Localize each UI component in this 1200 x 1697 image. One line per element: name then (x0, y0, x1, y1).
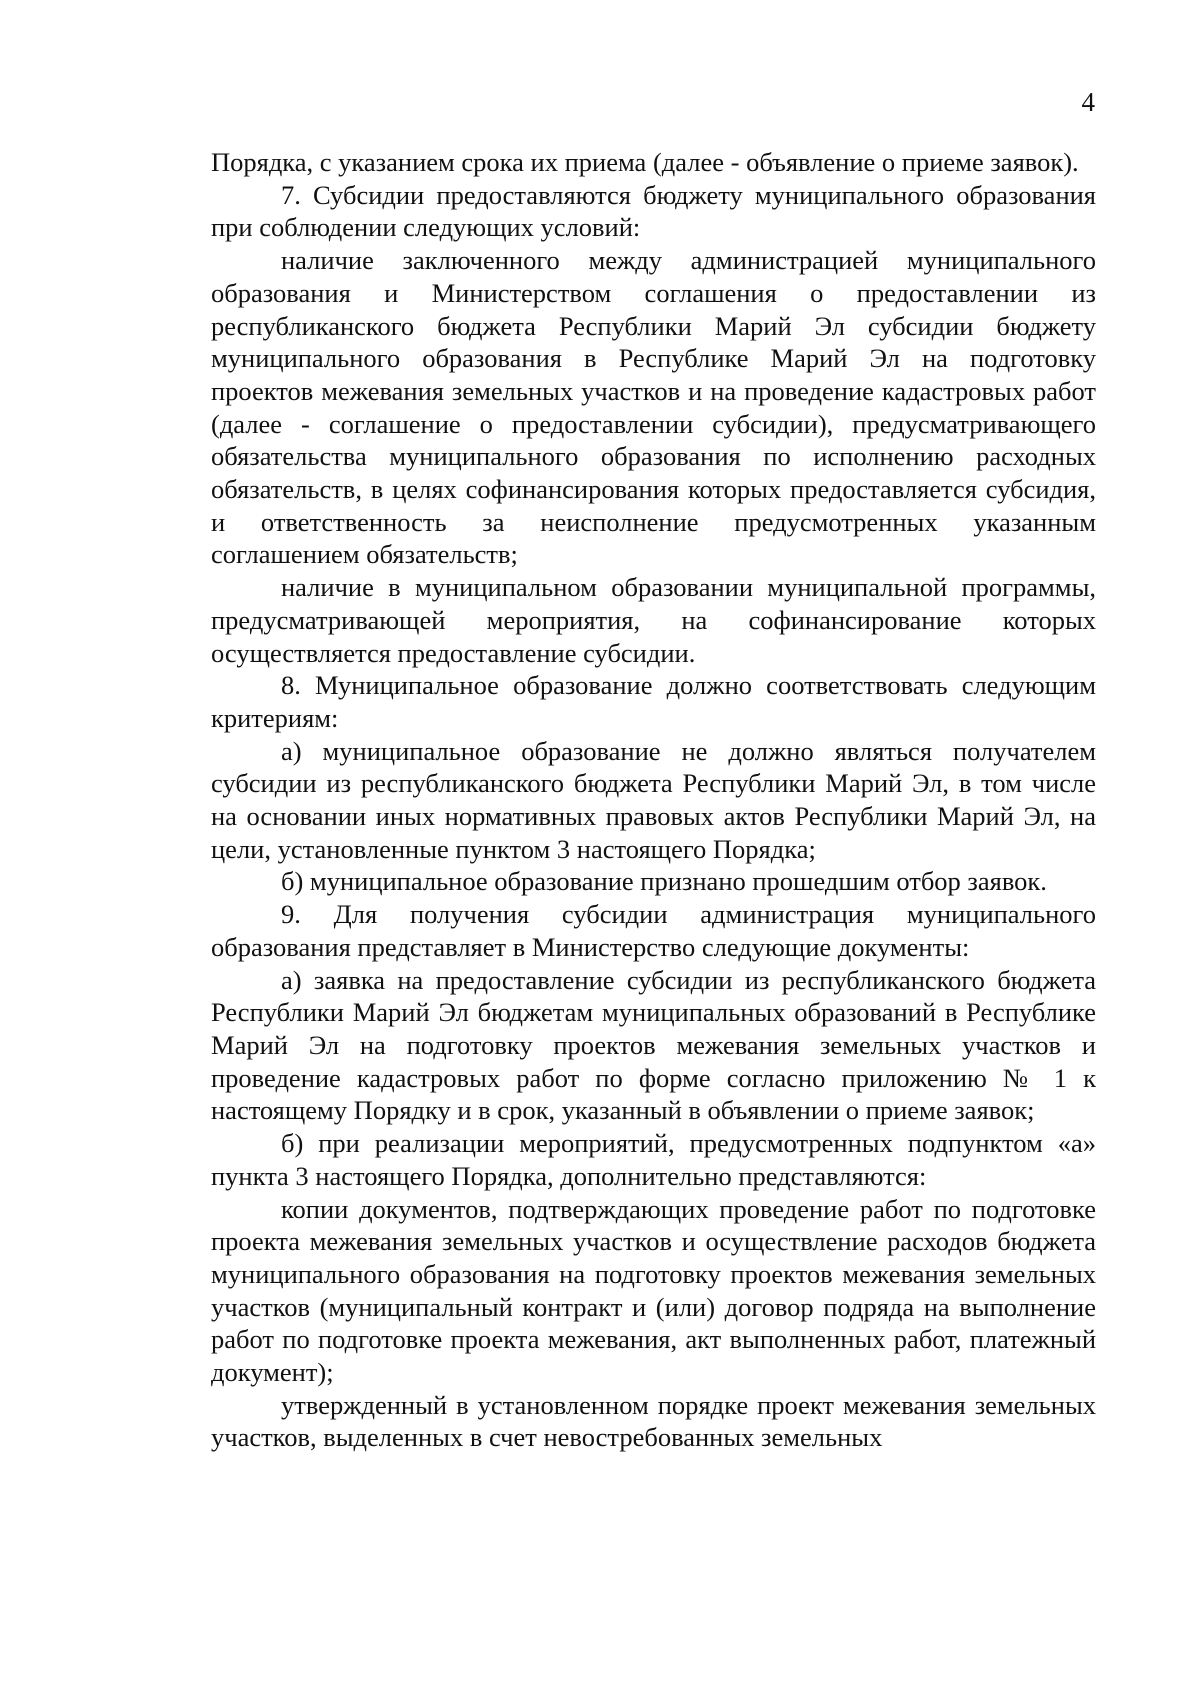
paragraph-10: б) при реализации мероприятий, предусмотренных подпунктом «а» пункта 3 настоящего Порядка, дополнительно представляются: (211, 1128, 1096, 1191)
paragraph-5: 8. Муниципальное образование должно соответствовать следующим критериям: (211, 670, 1096, 733)
paragraph-3: наличие заключенного между администрацией муниципального образования и Министерством соглашения о предоставлении из республиканского бюджета Республики Марий Эл субсидии бюджету муниципального образования в Республике Марий Эл на подготовку проектов межевания земельных участков и на проведение кадастровых работ (далее - соглашение о предоставлении субсидии), предусматривающего обязательства муниципального образования по исполнению расходных обязательств, в целях софинансирования которых предоставляется субсидия, и ответственность за неисполнение предусмотренных указанным соглашением обязательств; (211, 245, 1096, 570)
document-body (211, 146, 1096, 1454)
paragraph-8: 9. Для получения субсидии администрация муниципального образования представляет в Министерство следующие документы: (211, 899, 1096, 962)
paragraph-9: а) заявка на предоставление субсидии из республиканского бюджета Республики Марий Эл бюджетам муниципальных образований в Республике Марий Эл на подготовку проектов межевания земельных участков и проведение кадастровых работ по форме согласно приложению № 1 к настоящему Порядку и в срок, указанный в объявлении о приеме заявок; (211, 964, 1096, 1126)
page-number: 4 (1081, 87, 1095, 117)
paragraph-6: а) муниципальное образование не должно являться получателем субсидии из республиканского бюджета Республики Марий Эл, в том числе на основании иных нормативных правовых актов Республики Марий Эл, на цели, установленные пунктом 3 настоящего Порядка; (211, 735, 1096, 864)
paragraph-7: б) муниципальное образование признано прошедшим отбор заявок. (281, 866, 1047, 897)
paragraph-11: копии документов, подтверждающих проведение работ по подготовке проекта межевания земельных участков и осуществление расходов бюджета муниципального образования на подготовку проектов межевания земельных участков (муниципальный контракт и (или) договор подряда на выполнение работ по подготовке проекта межевания, акт выполненных работ, платежный документ); (211, 1193, 1096, 1388)
paragraph-1: Порядка, с указанием срока их приема (далее - объявление о приеме заявок). (211, 147, 1079, 177)
paragraph-12: утвержденный в установленном порядке проект межевания земельных участков, выделенных в счет невостребованных земельных (211, 1389, 1096, 1453)
paragraph-2: 7. Субсидии предоставляются бюджету муниципального образования при соблюдении следующих условий: (211, 179, 1096, 243)
paragraph-4: наличие в муниципальном образовании муниципальной программы, предусматривающей мероприятия, на софинансирование которых осуществляется предоставление субсидии. (211, 572, 1096, 668)
